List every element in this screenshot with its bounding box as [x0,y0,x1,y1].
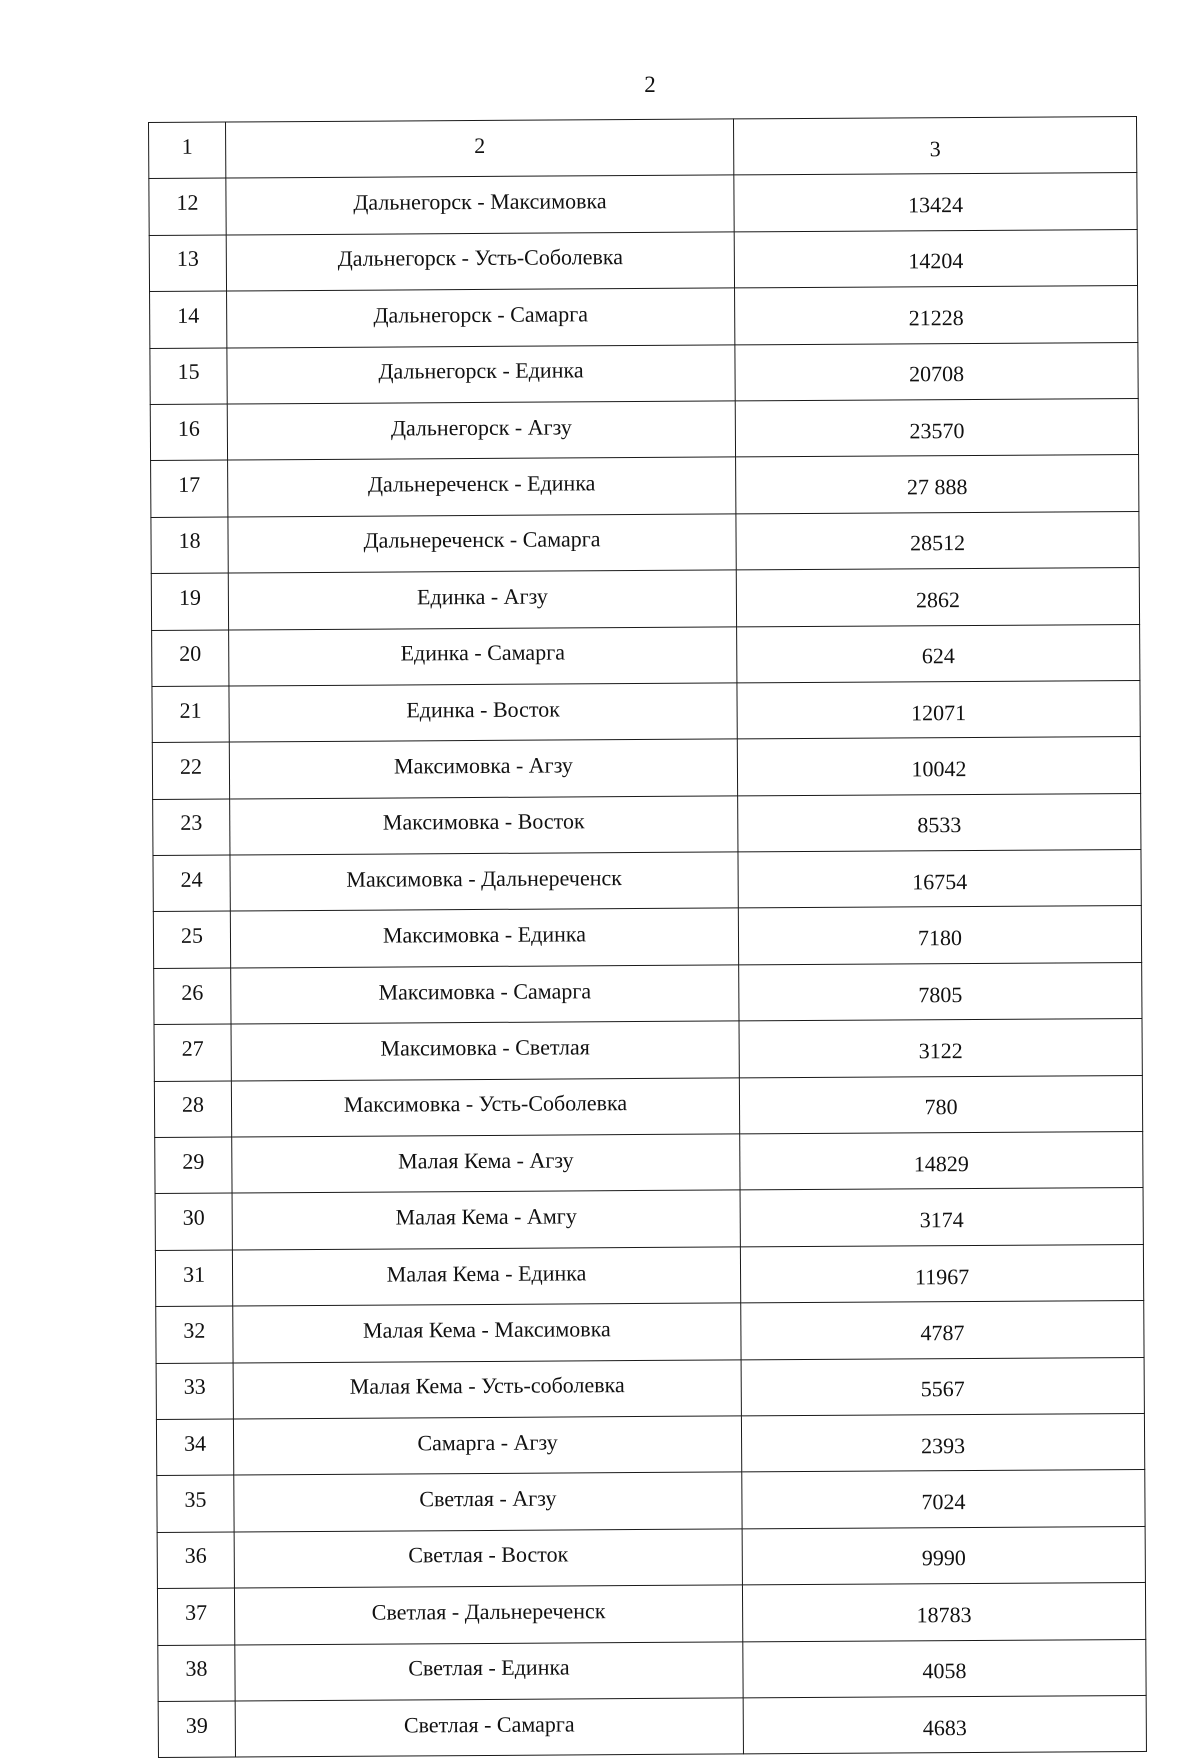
row-number-cell: 20 [152,630,229,687]
route-cell: Малая Кема - Единка [232,1247,740,1306]
route-cell: Малая Кема - Максимовка [233,1303,741,1362]
row-number-cell: 13 [149,235,226,292]
row-number-cell: 27 [154,1024,231,1081]
route-cell: Самарга - Агзу [233,1416,741,1475]
distance-cell: 28512 [736,511,1139,570]
route-cell: Светлая - Агзу [234,1472,742,1531]
column-header-value: 3 [733,116,1136,175]
route-cell: Максимовка - Единка [230,908,738,967]
row-number-cell: 34 [156,1419,233,1476]
row-number-cell: 22 [152,742,229,799]
row-number-cell: 30 [155,1193,232,1250]
table-row [156,1357,1144,1419]
page-number: 2 [644,72,656,97]
route-cell: Малая Кема - Амгу [232,1190,740,1249]
table-row [156,1301,1144,1363]
distance-cell: 12071 [737,680,1140,739]
route-cell: Дальнегорск - Агзу [227,401,735,460]
route-cell: Светлая - Единка [235,1641,743,1700]
row-number-cell: 28 [154,1081,231,1138]
distance-cell: 624 [737,624,1140,683]
route-cell: Дальнегорск - Единка [227,344,735,403]
row-number-cell: 38 [158,1645,235,1702]
table-row [153,906,1141,968]
route-cell: Дальнереченск - Единка [228,457,736,516]
row-number-cell: 16 [150,404,227,461]
route-cell: Светлая - Восток [234,1529,742,1588]
distance-cell: 9990 [742,1526,1145,1585]
route-cell: Максимовка - Усть-Соболевка [231,1078,739,1137]
route-cell: Дальнегорск - Самарга [227,288,735,347]
distance-cell: 13424 [734,173,1137,232]
distance-cell: 21228 [735,286,1138,345]
distance-cell: 18783 [742,1583,1145,1642]
distance-cell: 7180 [738,906,1141,965]
distance-cell: 23570 [735,398,1138,457]
distance-cell: 4058 [743,1639,1146,1698]
row-number-cell: 24 [153,855,230,912]
table-row [155,1188,1143,1250]
table-row [155,1131,1143,1193]
table-row [157,1470,1145,1532]
distance-cell: 16754 [738,850,1141,909]
distance-cell: 7805 [739,962,1142,1021]
table-row [151,511,1139,573]
distance-cell: 8533 [738,793,1141,852]
row-number-cell: 14 [150,291,227,348]
distance-cell: 4787 [741,1301,1144,1360]
table-row [157,1583,1145,1645]
route-cell: Максимовка - Дальнереченск [230,852,738,911]
distance-cell: 3122 [739,1019,1142,1078]
route-cell: Единка - Восток [229,683,737,742]
distance-cell: 7024 [742,1470,1145,1529]
table-row [150,286,1138,348]
table-row [156,1413,1144,1475]
row-number-cell: 29 [155,1137,232,1194]
distance-cell: 2393 [741,1413,1144,1472]
distance-cell: 27 888 [736,455,1139,514]
distance-cell: 14204 [734,229,1137,288]
table-header-row [149,116,1137,178]
row-number-cell: 18 [151,517,228,574]
table-row [152,737,1140,799]
row-number-cell: 25 [153,911,230,968]
distance-cell: 11967 [740,1244,1143,1303]
table-row [151,455,1139,517]
route-cell: Единка - Самарга [229,626,737,685]
row-number-cell: 37 [157,1588,234,1645]
distance-table [148,116,1147,1758]
route-cell: Светлая - Самарга [235,1698,743,1757]
column-header-route: 2 [226,119,734,178]
route-cell: Дальнереченск - Самарга [228,514,736,573]
row-number-cell: 33 [156,1363,233,1420]
table-row [153,793,1141,855]
row-number-cell: 39 [158,1701,235,1758]
row-number-cell: 19 [151,573,228,630]
column-header-number: 1 [149,122,226,179]
route-cell: Максимовка - Восток [230,796,738,855]
row-number-cell: 32 [156,1306,233,1363]
route-cell: Единка - Агзу [228,570,736,629]
table-row [157,1526,1145,1588]
distance-cell: 5567 [741,1357,1144,1416]
route-cell: Максимовка - Агзу [229,739,737,798]
distance-cell: 2862 [736,568,1139,627]
route-cell: Светлая - Дальнереченск [234,1585,742,1644]
route-cell: Максимовка - Светлая [231,1021,739,1080]
row-number-cell: 35 [157,1475,234,1532]
distance-cell: 10042 [737,737,1140,796]
table-row [154,1075,1142,1137]
distance-cell: 4683 [743,1695,1146,1754]
route-cell: Максимовка - Самарга [231,965,739,1024]
table-row [150,398,1138,460]
table-row [150,342,1138,404]
row-number-cell: 12 [149,178,226,235]
table-row [152,680,1140,742]
table-row [153,850,1141,912]
table-row [152,624,1140,686]
route-cell: Малая Кема - Усть-соболевка [233,1359,741,1418]
table-row [154,1019,1142,1081]
table-row [158,1639,1146,1701]
distance-cell: 780 [739,1075,1142,1134]
table-row [149,173,1137,235]
distance-cell: 14829 [740,1131,1143,1190]
table-row [149,229,1137,291]
row-number-cell: 36 [157,1532,234,1589]
row-number-cell: 21 [152,686,229,743]
row-number-cell: 23 [153,799,230,856]
route-cell: Малая Кема - Агзу [232,1134,740,1193]
row-number-cell: 26 [154,968,231,1025]
table-row [158,1695,1146,1757]
route-cell: Дальнегорск - Максимовка [226,175,734,234]
table-row [154,962,1142,1024]
distance-cell: 20708 [735,342,1138,401]
table-body [149,116,1147,1757]
distance-cell: 3174 [740,1188,1143,1247]
table-row [155,1244,1143,1306]
route-cell: Дальнегорск - Усть-Соболевка [226,232,734,291]
row-number-cell: 15 [150,348,227,405]
row-number-cell: 17 [151,460,228,517]
row-number-cell: 31 [155,1250,232,1307]
table-row [151,568,1139,630]
